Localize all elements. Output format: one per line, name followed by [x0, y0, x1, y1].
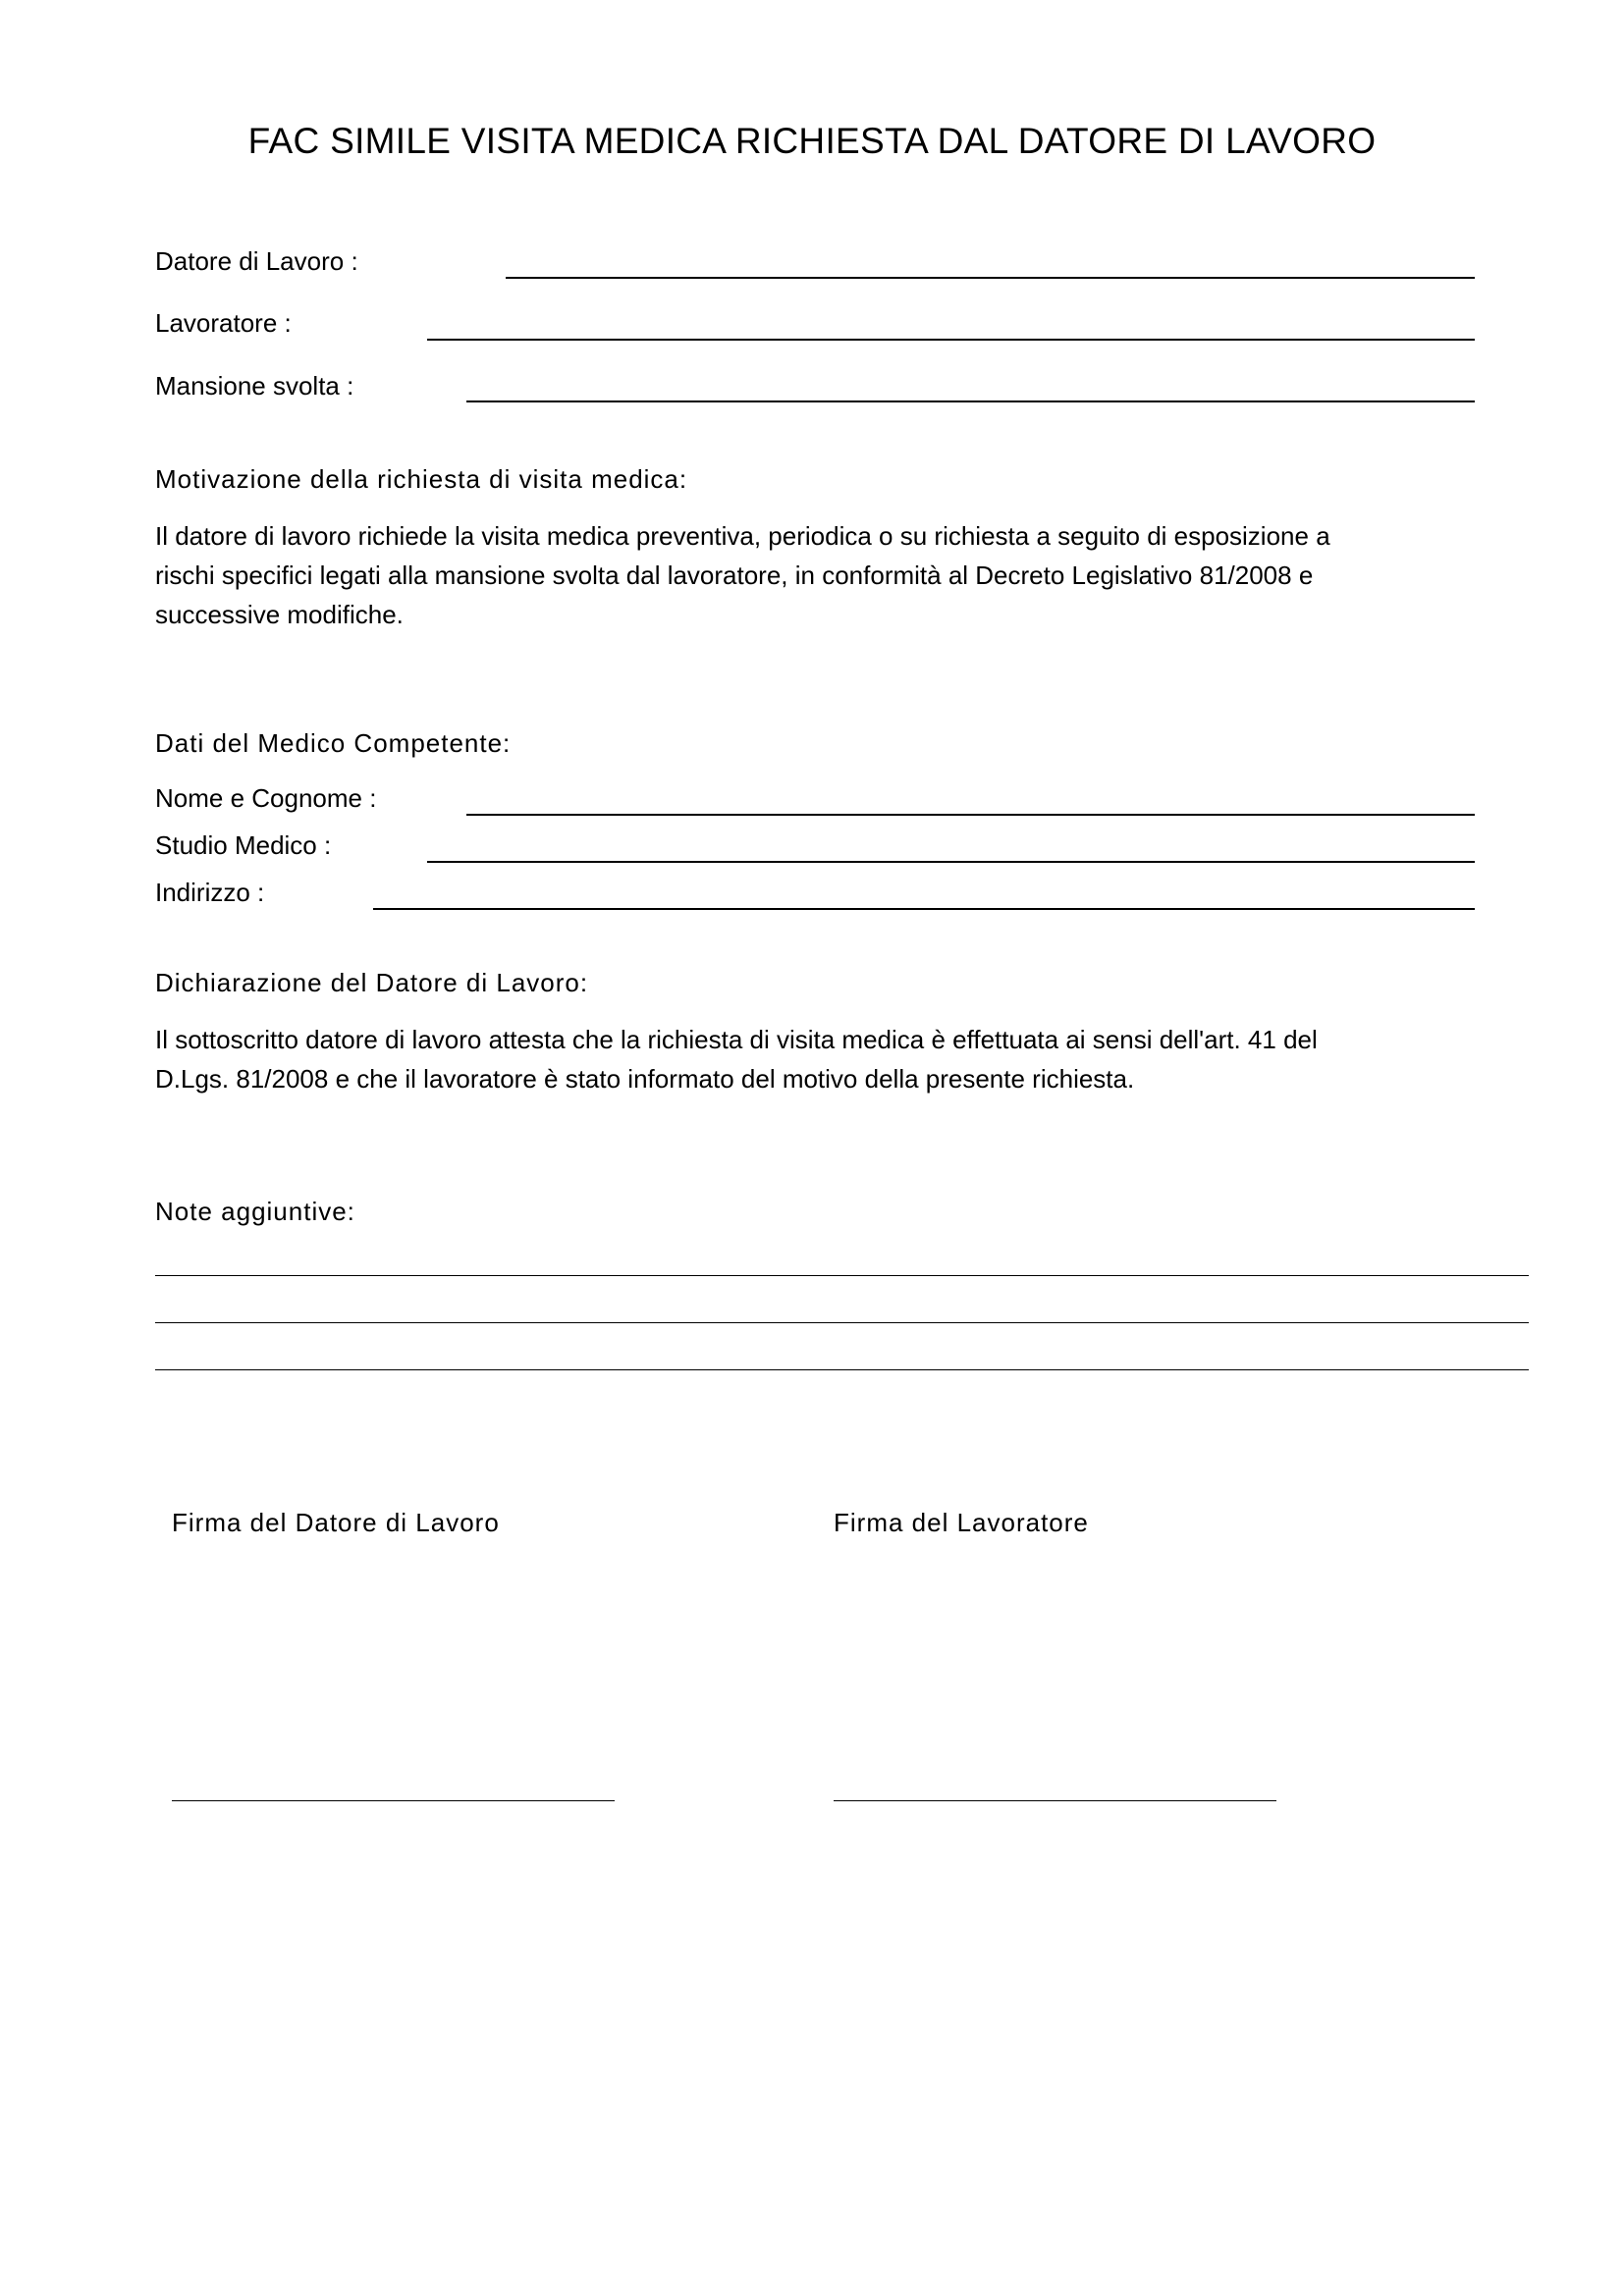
indirizzo-line[interactable]: [373, 908, 1475, 910]
motivazione-heading: Motivazione della richiesta di visita medica:: [155, 464, 688, 494]
firma-lavoratore-label: Firma del Lavoratore: [834, 1508, 1089, 1537]
datore-line[interactable]: [506, 277, 1475, 279]
indirizzo-label: Indirizzo :: [155, 878, 265, 907]
lavoratore-line[interactable]: [427, 339, 1475, 341]
dichiarazione-heading: Dichiarazione del Datore di Lavoro:: [155, 968, 589, 997]
nome-cognome-label: Nome e Cognome :: [155, 783, 377, 813]
motivazione-text: [155, 516, 1530, 634]
firma-datore-line[interactable]: [172, 1800, 615, 1801]
studio-medico-label: Studio Medico :: [155, 830, 332, 860]
note-line-3[interactable]: [155, 1369, 1529, 1370]
note-line-2[interactable]: [155, 1322, 1529, 1323]
medico-heading: Dati del Medico Competente:: [155, 728, 512, 758]
note-heading: Note aggiuntive:: [155, 1197, 355, 1226]
studio-medico-line[interactable]: [427, 861, 1475, 863]
motivazione-line: successive modifiche.: [155, 600, 404, 629]
page-title: FAC SIMILE VISITA MEDICA RICHIESTA DAL DATORE DI LAVORO: [247, 121, 1377, 161]
lavoratore-label: Lavoratore :: [155, 308, 292, 338]
mansione-line[interactable]: [466, 400, 1475, 402]
firma-datore-label: Firma del Datore di Lavoro: [172, 1508, 500, 1537]
dichiarazione-line: Il sottoscritto datore di lavoro attesta che la richiesta di visita medica è effettuata ai sensi dell'art. 41 del: [155, 1025, 1318, 1054]
dichiarazione-line: D.Lgs. 81/2008 e che il lavoratore è stato informato del motivo della presente richiesta.: [155, 1064, 1135, 1094]
mansione-label: Mansione svolta :: [155, 371, 354, 400]
dichiarazione-text: [155, 1020, 1530, 1098]
nome-cognome-line[interactable]: [466, 814, 1475, 816]
motivazione-line: Il datore di lavoro richiede la visita medica preventiva, periodica o su richiesta a seguito di esposizione a: [155, 521, 1330, 551]
note-line-1[interactable]: [155, 1275, 1529, 1276]
datore-label: Datore di Lavoro :: [155, 246, 358, 276]
motivazione-line: rischi specifici legati alla mansione svolta dal lavoratore, in conformità al Decreto Legislativo 81/2008 e: [155, 561, 1314, 590]
firma-lavoratore-line[interactable]: [834, 1800, 1276, 1801]
